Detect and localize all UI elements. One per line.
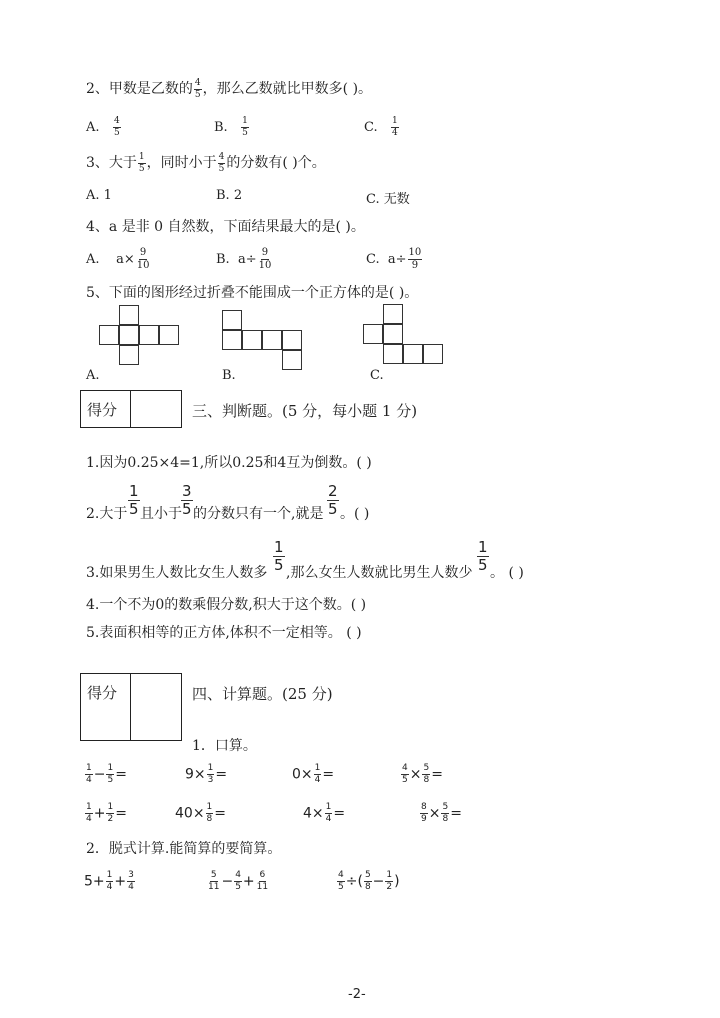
net-cell [242,330,262,350]
step-calc-1: 5+ $\frac{1}{4}$ + $\frac{3}{4}$ [84,870,134,892]
option-b[interactable]: B. [222,368,236,383]
net-cell [139,325,159,345]
net-cell [262,330,282,350]
net-cell [159,325,179,345]
score-box [80,673,182,741]
net-cell [383,304,403,324]
fraction: 1 5 [129,482,139,518]
subsection-title: 2．脱式计算.能简算的要简算。 [86,841,282,857]
judgment-text: ,那么女生人数就比男生人数少 [286,565,473,581]
net-cell [282,330,302,350]
question-2 [86,78,372,100]
net-cell [119,345,139,365]
question-3: 3、大于 $\frac{1}{5}$ ，同时小于 $\frac{4}{5}$ 的分数有( )个。 [86,151,326,174]
option-a[interactable]: A. a× $\frac{9}{10}$ [86,247,150,271]
mental-math-7: 4× $\frac{1}{4}$ = [303,802,346,824]
judgment-3: 3.如果男生人数比女生人数多 [86,565,268,581]
mental-math-3: 0× $\frac{1}{4}$ = [292,763,335,785]
question-4: 4、a 是非 0 自然数，下面结果最大的是( )。 [86,219,365,235]
question-text: ，那么乙数就比甲数多( )。 [202,81,373,97]
net-cell [383,344,403,364]
score-blank[interactable] [131,391,181,427]
net-cell [383,324,403,344]
net-cell [222,330,242,350]
step-calc-2: $\frac{5}{11}$ − $\frac{4}{5}$ + $\frac{6}{11}$ [208,870,269,892]
option-b[interactable]: B. a÷ $\frac{9}{10}$ [216,247,272,271]
net-cell [403,344,423,364]
section-title: 四、计算题。(25 分) [192,685,333,703]
option-c[interactable]: C. 无数 [366,192,410,207]
option-c[interactable]: C. a÷ $\frac{10}{9}$ [366,247,422,271]
score-box [80,390,182,428]
judgment-text: 。 ( ) [490,565,524,581]
judgment-4: 4.一个不为0的数乘假分数,积大于这个数。( ) [86,597,367,613]
fraction: $\frac{4}{5}$ [218,151,225,174]
score-blank[interactable] [131,674,181,740]
fraction: 1 5 [478,538,488,574]
net-cell [222,310,242,330]
fraction: $\frac{1}{4}$ [392,116,398,138]
fraction: $\frac{1}{5}$ [242,116,248,138]
mental-math-4: $\frac{4}{5}$ × $\frac{5}{8}$ = [402,763,443,785]
option-b[interactable]: B. 2 [216,188,243,203]
fraction: $\frac{10}{9}$ [408,247,422,271]
question-text: 甲数是乙数的 [108,81,193,97]
judgment-5: 5.表面积相等的正方体,体积不一定相等。 ( ) [86,625,362,641]
fraction: 3 5 [182,482,192,518]
fraction: $\frac{4}{5}$ [113,116,120,138]
net-cell [423,344,443,364]
fraction: $\frac{4}{5}$ [194,77,201,100]
net-cell [363,324,383,344]
option-c[interactable]: C. [370,368,384,383]
judgment-text: 且小于 [140,506,182,522]
net-cell [282,350,302,370]
judgment-1: 1.因为0.25×4=1,所以0.25和4互为倒数。( ) [86,455,372,471]
option-a[interactable]: A. 1 [86,188,112,203]
net-cell [119,305,139,325]
net-cell [99,325,119,345]
mental-math-1: $\frac{1}{4}$ − $\frac{1}{5}$ = [86,763,127,785]
fraction: $\frac{9}{10}$ [258,247,272,271]
question-5: 5、下面的图形经过折叠不能围成一个正方体的是( )。 [86,285,419,301]
question-number: 2、 [86,81,109,97]
fraction: 2 5 [328,482,338,518]
judgment-text: 。( ) [340,506,370,522]
fraction: $\frac{9}{10}$ [136,247,150,271]
subsection-title: 1．口算。 [192,738,257,754]
option-a[interactable]: A. $\frac{4}{5}$ [86,116,120,138]
option-a[interactable]: A. [86,368,100,383]
mental-math-2: 9× $\frac{1}{3}$ = [185,763,228,785]
step-calc-3: $\frac{4}{5}$ ÷( $\frac{5}{8}$ − $\frac{1}{2}$ ) [338,870,400,892]
mental-math-6: 40× $\frac{1}{8}$ = [175,802,227,824]
score-label: 得分 [81,391,131,427]
mental-math-8: $\frac{8}{9}$ × $\frac{5}{8}$ = [421,802,462,824]
option-b[interactable]: B. $\frac{1}{5}$ [214,116,248,138]
judgment-2: 2.大于 [86,506,128,522]
net-cell [119,325,139,345]
page-number: -2- [348,987,366,1002]
section-title: 三、判断题。(5 分，每小题 1 分) [192,402,418,420]
fraction: $\frac{1}{5}$ [138,151,145,174]
score-label: 得分 [81,674,131,740]
mental-math-5: $\frac{1}{4}$ + $\frac{1}{2}$ = [86,802,127,824]
question-number: 3、 [86,155,109,171]
judgment-text: 的分数只有一个,就是 [193,506,324,522]
option-c[interactable]: C. $\frac{1}{4}$ [364,116,398,138]
fraction: 1 5 [274,538,284,574]
